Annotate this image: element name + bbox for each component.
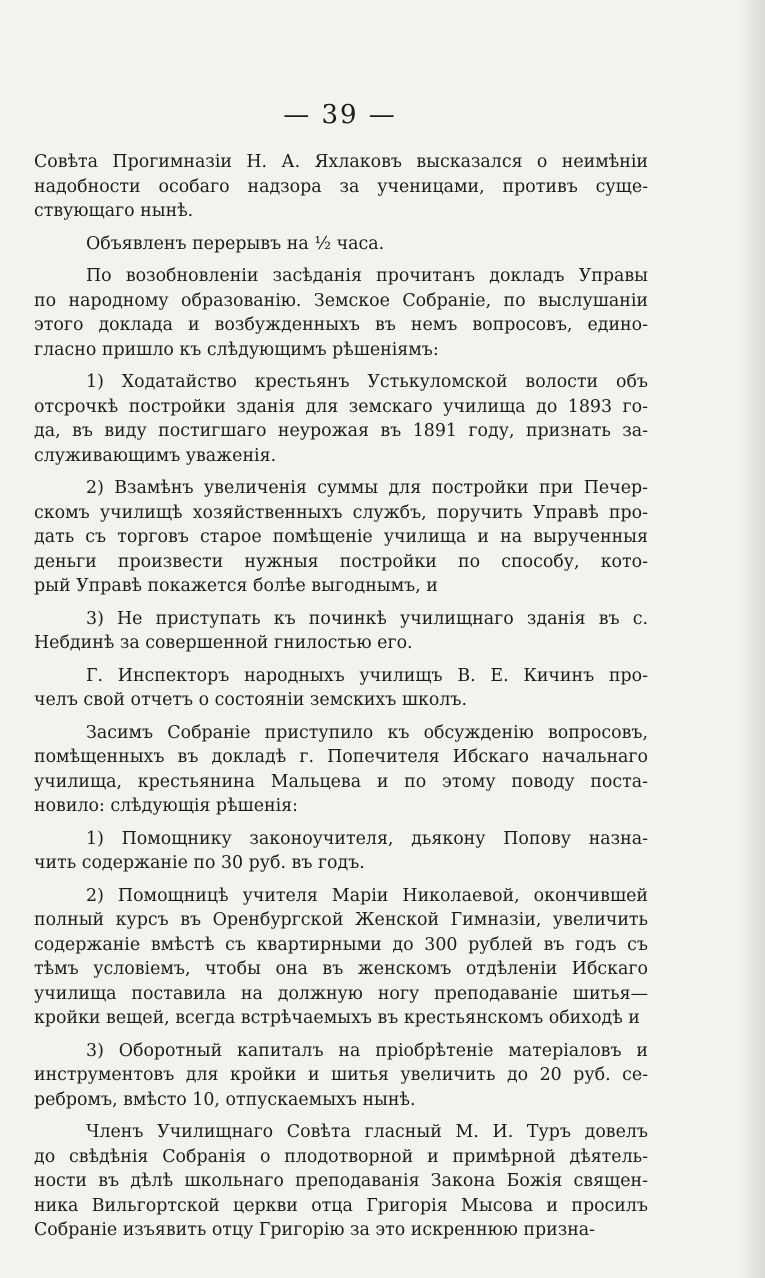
text-line: 1) Помощнику законоучителя, дьякону Попову назна- xyxy=(86,828,648,849)
paragraph xyxy=(34,1120,648,1243)
text-line: Засимъ Собраніе приступило къ обсужденію вопросовъ, xyxy=(86,722,648,743)
text-line: скомъ училищѣ хозяйственныхъ службъ, поручить Управѣ про- xyxy=(34,502,648,523)
text-line: чить содержаніе по 30 руб. въ годъ. xyxy=(34,853,365,873)
text-line: По возобновленіи засѣданія прочитанъ докладъ Управы xyxy=(86,266,648,286)
paragraph xyxy=(34,827,648,876)
text-line: рый Управѣ покажется болѣе выгоднымъ, и xyxy=(34,576,438,596)
text-line: 1) Ходатайство крестьянъ Устькуломской волости объ xyxy=(86,372,648,392)
paragraph xyxy=(34,884,648,1031)
text-line: полный курсъ въ Оренбургской Женской Гимназіи, увеличить xyxy=(34,910,648,930)
text-line: надобности особаго надзора за ученицами, противъ суще- xyxy=(34,176,648,197)
text-line: новило: слѣдующія рѣшенія: xyxy=(34,796,298,816)
paragraph xyxy=(34,607,648,656)
paragraph xyxy=(34,721,648,819)
paragraph xyxy=(34,264,648,362)
text-line: этого доклада и возбужденныхъ въ немъ вопросовъ, едино- xyxy=(34,315,648,335)
text-line: отсрочкѣ постройки зданія для земскаго училища до 1893 го- xyxy=(34,396,648,417)
body-text xyxy=(34,150,648,1251)
paragraph xyxy=(34,150,648,224)
text-line: содержаніе вмѣстѣ съ квартирными до 300 рублей въ годъ съ xyxy=(34,934,648,955)
text-line: Членъ Училищнаго Совѣта гласный М. И. Туръ довелъ xyxy=(86,1122,648,1142)
text-line: Совѣта Прогимназіи Н. А. Яхлаковъ высказался о неимѣніи xyxy=(34,152,648,172)
text-line: деньги произвести нужныя постройки по способу, кото- xyxy=(34,551,648,572)
text-line: ности въ дѣлѣ школьнаго преподаванія Закона Божія священ- xyxy=(34,1171,648,1191)
text-line: училища, крестьянина Мальцева и по этому поводу поста- xyxy=(34,771,648,792)
text-line: ника Вильгортской церкви отца Григорія Мысова и просилъ xyxy=(34,1195,648,1216)
text-line: до свѣдѣнія Собранія о плодотворной и примѣрной дѣятель- xyxy=(34,1146,648,1167)
paragraph xyxy=(34,370,648,468)
text-line: помѣщенныхъ въ докладѣ г. Попечителя Ибскаго начальнаго xyxy=(34,747,648,767)
text-line: 2) Взамѣнъ увеличенія суммы для постройки при Печер- xyxy=(86,478,648,498)
text-line: по народному образованію. Земское Собраніе, по выслушаніи xyxy=(34,290,648,311)
text-line: 2) Помощницѣ учителя Маріи Николаевой, окончившей xyxy=(86,885,648,906)
text-line: Собраніе изъявить отцу Григорію за это искреннюю призна- xyxy=(34,1220,596,1240)
text-line: ребромъ, вмѣсто 10, отпускаемыхъ нынѣ. xyxy=(34,1089,416,1110)
text-line: дать съ торговъ старое помѣщеніе училища и на вырученныя xyxy=(34,527,648,547)
text-line: служивающимъ уваженія. xyxy=(34,445,277,466)
text-line: училища поставила на должную ногу преподаваніе шитья— xyxy=(34,983,648,1004)
page-number: — 39 — xyxy=(283,100,397,130)
page-spine-shadow xyxy=(739,0,765,1278)
text-line: 3) Не приступать къ починкѣ училищнаго зданія въ с. xyxy=(86,608,648,629)
text-line: Г. Инспекторъ народныхъ училищъ В. Е. Кичинъ про- xyxy=(86,665,648,686)
paragraph xyxy=(34,476,648,599)
text-line: Небдинѣ за совершенной гнилостью его. xyxy=(34,633,413,653)
text-line: ствующаго нынѣ. xyxy=(34,201,194,221)
paragraph xyxy=(34,232,648,257)
text-line: инструментовъ для кройки и шитья увеличить до 20 руб. се- xyxy=(34,1065,648,1085)
text-line: да, въ виду постигшаго неурожая въ 1891 году, признать за- xyxy=(34,421,648,441)
paragraph xyxy=(34,1039,648,1113)
text-line: гласно пришло къ слѣдующимъ рѣшеніямъ: xyxy=(34,339,439,360)
text-line: тѣмъ условіемъ, чтобы она въ женскомъ отдѣленіи Ибскаго xyxy=(34,959,648,979)
text-line: Объявленъ перерывъ на ½ часа. xyxy=(86,233,385,254)
paragraph xyxy=(34,664,648,713)
text-line: челъ свой отчетъ о состояніи земскихъ школъ. xyxy=(34,690,467,710)
text-line: кройки вещей, всегда встрѣчаемыхъ въ крестьянскомъ обиходѣ и xyxy=(34,1008,640,1028)
text-line: 3) Оборотный капиталъ на пріобрѣтеніе матеріаловъ и xyxy=(86,1040,648,1061)
